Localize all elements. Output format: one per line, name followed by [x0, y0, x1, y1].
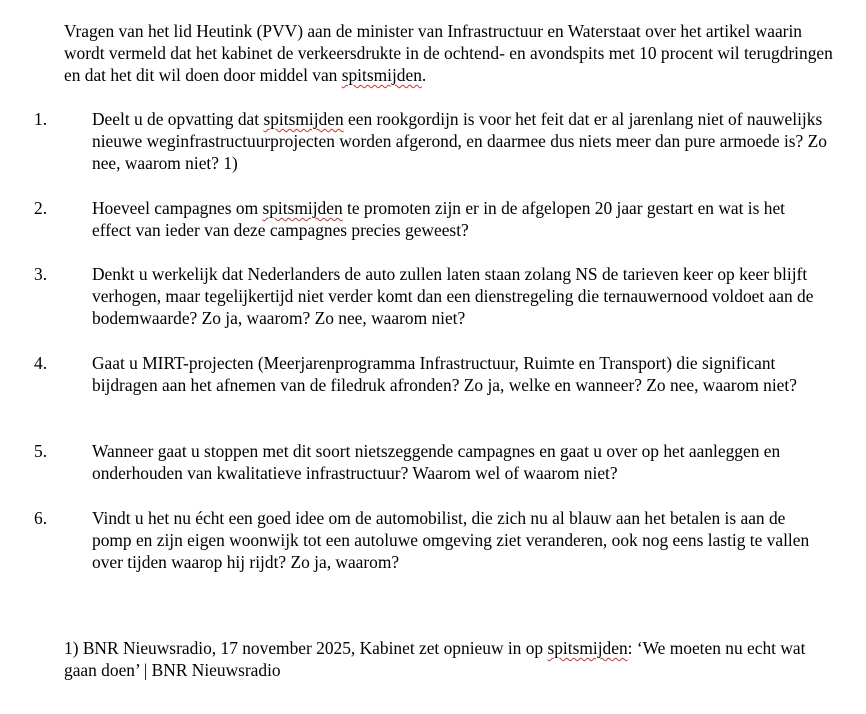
question-number: 3. [34, 264, 48, 284]
question-number: 5. [34, 441, 48, 461]
question-text: Denkt u werkelijk dat Nederlanders de auto zullen laten staan zolang NS de tarieven keer op keer blijft verhogen, maar tegelijkertijd niet verder komt dan een dienstregeling die ternauwernood voldoet aan de bodemwaarde? Zo ja, waarom? Zo nee, waarom niet? [92, 264, 814, 328]
footnote-text-end: : ‘We moeten nu echt wat gaan doen’ | BNR Nieuwsradio [64, 638, 806, 680]
question-text-start: Hoeveel campagnes om [92, 198, 263, 218]
intro-text: Vragen van het lid Heutink (PVV) aan de minister van Infrastructuur en Waterstaat over het artikel waarin wordt vermeld dat het kabinet de verkeersdrukte in de ochtend- en avondspits met 10 procent wil terugdringen en dat het dit wil doen door middel van [64, 21, 833, 85]
spellcheck-marked-word[interactable]: spitsmijden [263, 109, 344, 129]
question-text-start: Deelt u de opvatting dat [92, 109, 264, 129]
footnote-text: 1) BNR Nieuwsradio, 17 november 2025, Kabinet zet opnieuw in op [64, 638, 548, 658]
question-text [92, 197, 827, 241]
spellcheck-marked-word[interactable]: spitsmijden [262, 198, 343, 218]
question-number: 6. [34, 508, 48, 528]
spellcheck-marked-word[interactable]: spitsmijden [341, 65, 422, 85]
question-text: Wanneer gaat u stoppen met dit soort nietszeggende campagnes en gaat u over op het aanleggen en onderhouden van kwalitatieve infrastructuur? Waarom wel of waarom niet? [92, 441, 781, 483]
footnote [64, 637, 834, 681]
question-text [92, 108, 827, 174]
question-number: 1. [34, 109, 48, 129]
question-text: Vindt u het nu écht een goed idee om de automobilist, die zich nu al blauw aan het betalen is aan de pomp en zijn eigen woonwijk tot een autoluwe omgeving ziet veranderen, ook nog eens lastig te vallen over tijden waarop hij rijdt? Zo ja, waarom? [92, 508, 810, 572]
question-number: 2. [34, 198, 48, 218]
intro-paragraph [64, 20, 834, 86]
intro-text-end: . [421, 65, 427, 85]
spellcheck-marked-word[interactable]: spitsmijden [547, 638, 628, 658]
question-text-end: te promoten zijn er in de afgelopen 20 jaar gestart en wat is het effect van ieder van deze campagnes precies geweest? [92, 198, 786, 240]
question-text: Gaat u MIRT-projecten (Meerjarenprogramma Infrastructuur, Ruimte en Transport) die significant bijdragen aan het afnemen van de filedruk afronden? Zo ja, welke en wanneer? Zo nee, waarom niet? [92, 353, 797, 395]
question-text-end: een rookgordijn is voor het feit dat er al jarenlang niet of nauwelijks nieuwe weginfrastructuurprojecten worden afgerond, en daarmee dus niets meer dan pure armoede is? Zo nee, waarom niet? 1) [92, 109, 827, 173]
question-number: 4. [34, 353, 48, 373]
